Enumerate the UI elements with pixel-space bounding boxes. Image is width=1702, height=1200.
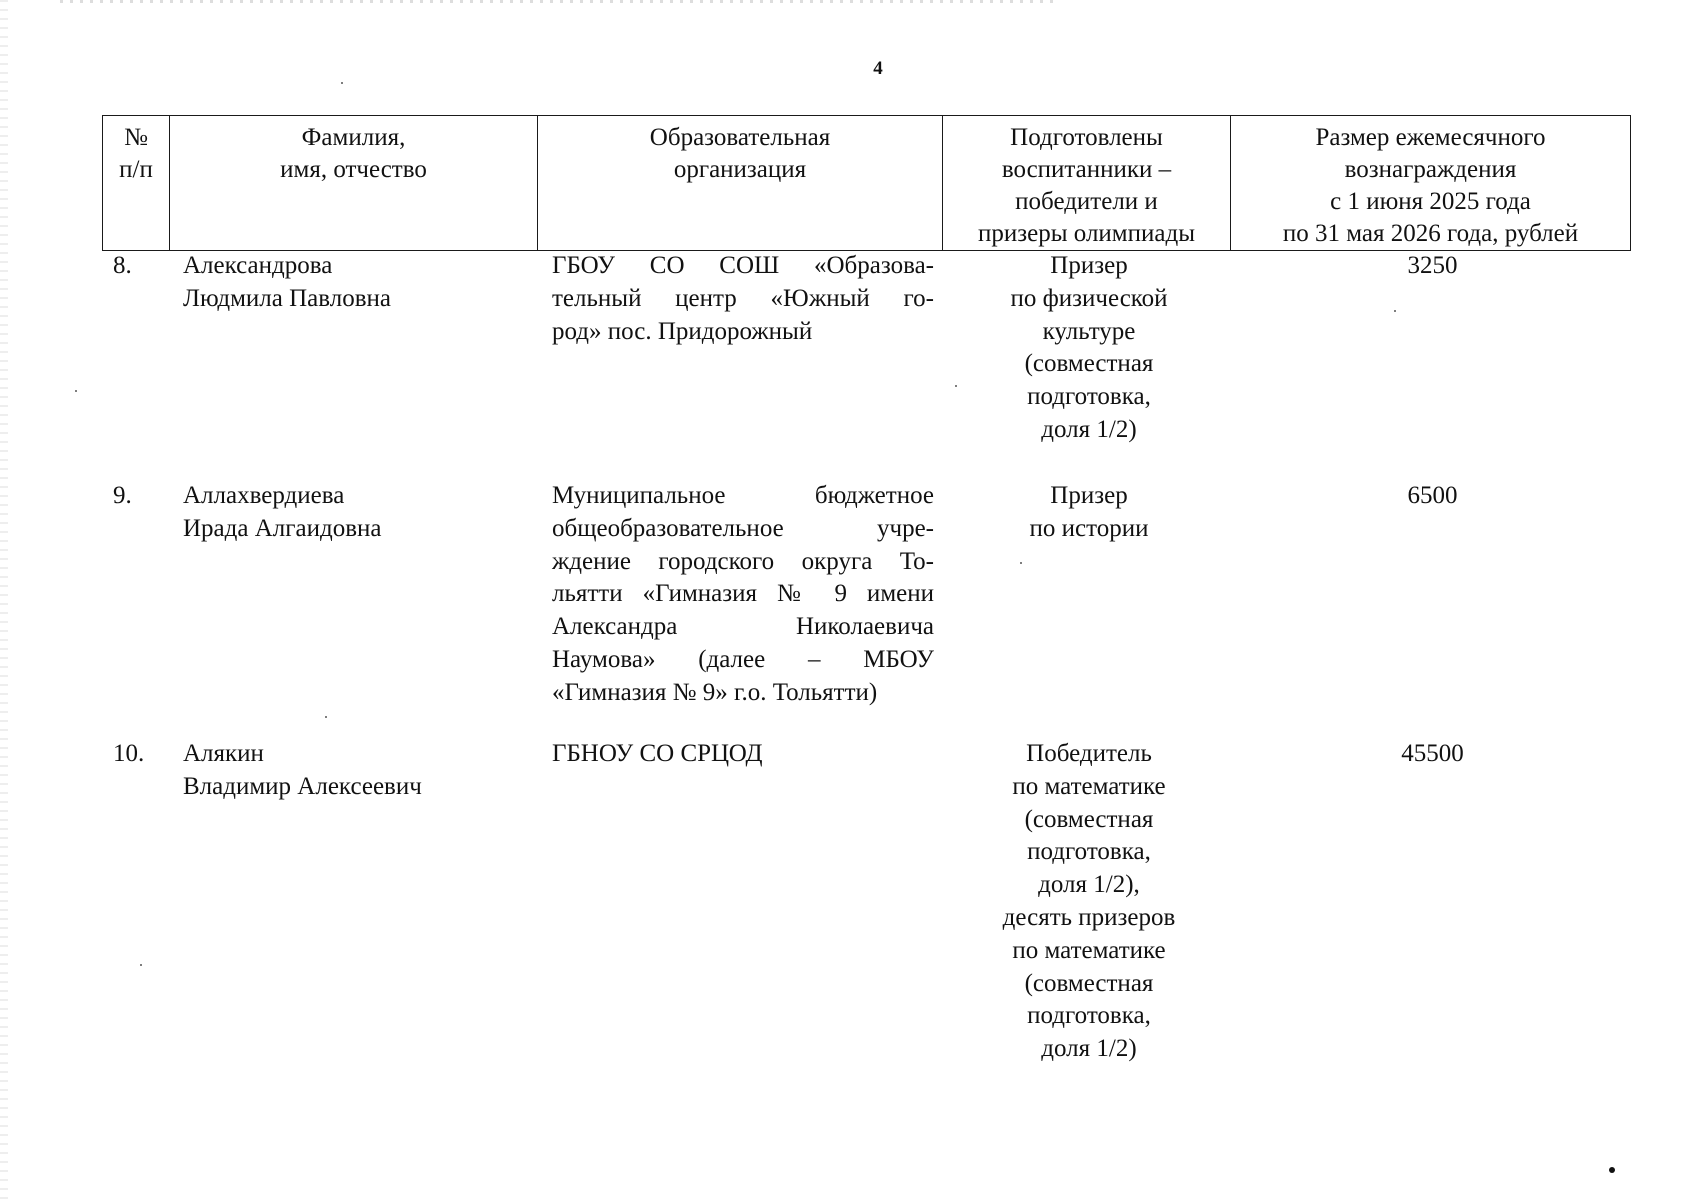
scan-edge-artifact bbox=[0, 0, 8, 1200]
name-line: Ирада Алгаидовна bbox=[183, 514, 382, 542]
scan-speck-artifact bbox=[75, 390, 77, 392]
row-amount: 3250 bbox=[1407, 252, 1458, 279]
org-line: ГБОУ СО СОШ «Образова- bbox=[552, 252, 934, 279]
org-line: Наумова» (далее – МБОУ bbox=[552, 645, 934, 673]
org-line: общеобразовательное учре- bbox=[552, 514, 934, 542]
row-amount: 6500 bbox=[1407, 482, 1458, 509]
result-line: подготовка, bbox=[1027, 1002, 1151, 1030]
name-line: Людмила Павловна bbox=[183, 284, 391, 312]
scan-speck-artifact bbox=[955, 385, 957, 387]
name-line: Алякин bbox=[183, 740, 264, 767]
header-full-name bbox=[170, 116, 538, 251]
result-line: по математике bbox=[1012, 936, 1166, 964]
header-results bbox=[943, 116, 1231, 251]
result-line: по истории bbox=[1029, 514, 1149, 542]
org-line: род» пос. Придорожный bbox=[552, 317, 813, 345]
name-line: Аллахвердиева bbox=[183, 482, 345, 509]
result-line: Призер bbox=[1050, 252, 1128, 279]
scan-speck-artifact bbox=[140, 964, 142, 966]
row-number: 10. bbox=[113, 740, 145, 767]
header-line: победители и bbox=[1015, 188, 1158, 215]
row-full-name bbox=[183, 738, 513, 804]
header-line: Образовательная bbox=[649, 124, 831, 151]
result-line: десять призеров bbox=[1002, 903, 1176, 931]
scan-speck-artifact bbox=[341, 82, 343, 84]
result-line: подготовка, bbox=[1027, 838, 1151, 866]
org-line: Александра Николаевича bbox=[552, 613, 934, 641]
name-line: Владимир Алексеевич bbox=[183, 772, 422, 800]
table-header bbox=[102, 115, 1631, 251]
row-full-name bbox=[183, 480, 513, 546]
org-line: «Гимназия № 9» г.о. Тольятти) bbox=[552, 678, 878, 706]
header-line: № bbox=[124, 124, 148, 151]
row-amount: 45500 bbox=[1401, 740, 1464, 767]
header-line: п/п bbox=[119, 156, 153, 183]
result-line: (совместная bbox=[1024, 350, 1154, 378]
header-line: призеры олимпиады bbox=[978, 220, 1195, 247]
row-full-name bbox=[183, 250, 513, 316]
result-line: Победитель bbox=[1026, 740, 1152, 767]
row-results bbox=[954, 250, 1224, 447]
name-line: Александрова bbox=[183, 252, 333, 279]
result-line: доля 1/2), bbox=[1038, 871, 1140, 899]
header-line: Размер ежемесячного bbox=[1315, 124, 1546, 151]
org-line: тельный центр «Южный го- bbox=[552, 284, 934, 312]
result-line: доля 1/2) bbox=[1041, 415, 1137, 443]
header-line: Фамилия, bbox=[301, 124, 406, 151]
scan-dot-artifact bbox=[1609, 1167, 1615, 1173]
result-line: Призер bbox=[1050, 482, 1128, 509]
result-line: культуре bbox=[1042, 317, 1136, 345]
header-line: по 31 мая 2026 года, рублей bbox=[1282, 220, 1579, 247]
header-line: организация bbox=[673, 156, 807, 183]
org-line: ГБНОУ СО СРЦОД bbox=[552, 740, 763, 767]
row-number: 9. bbox=[113, 482, 132, 509]
row-organization bbox=[552, 480, 934, 710]
scan-speck-artifact bbox=[1020, 562, 1022, 564]
header-organization bbox=[538, 116, 943, 251]
result-line: доля 1/2) bbox=[1041, 1035, 1137, 1063]
result-line: по физической bbox=[1010, 284, 1168, 312]
result-line: (совместная bbox=[1024, 969, 1154, 997]
org-line: Муниципальное бюджетное bbox=[552, 482, 934, 509]
row-results bbox=[954, 480, 1224, 546]
row-results bbox=[954, 738, 1224, 1066]
result-line: по математике bbox=[1012, 772, 1166, 800]
header-number bbox=[103, 116, 170, 251]
header-amount bbox=[1231, 116, 1631, 251]
scan-top-edge-artifact bbox=[60, 0, 1060, 3]
header-line: с 1 июня 2025 года bbox=[1330, 188, 1531, 215]
scan-speck-artifact bbox=[1394, 310, 1396, 312]
row-organization bbox=[552, 250, 934, 348]
header-line: вознаграждения bbox=[1344, 156, 1517, 183]
result-line: (совместная bbox=[1024, 805, 1154, 833]
org-line: ждение городского округа То- bbox=[552, 547, 934, 575]
page-number: 4 bbox=[873, 58, 883, 79]
header-line: Подготовлены bbox=[1010, 124, 1163, 151]
row-number: 8. bbox=[113, 252, 132, 279]
result-line: подготовка, bbox=[1027, 383, 1151, 411]
org-line: льятти «Гимназия № 9 имени bbox=[552, 580, 934, 608]
row-organization bbox=[552, 738, 934, 771]
scan-speck-artifact bbox=[325, 716, 327, 718]
header-line: воспитанники – bbox=[1001, 156, 1172, 183]
header-line: имя, отчество bbox=[280, 156, 427, 183]
